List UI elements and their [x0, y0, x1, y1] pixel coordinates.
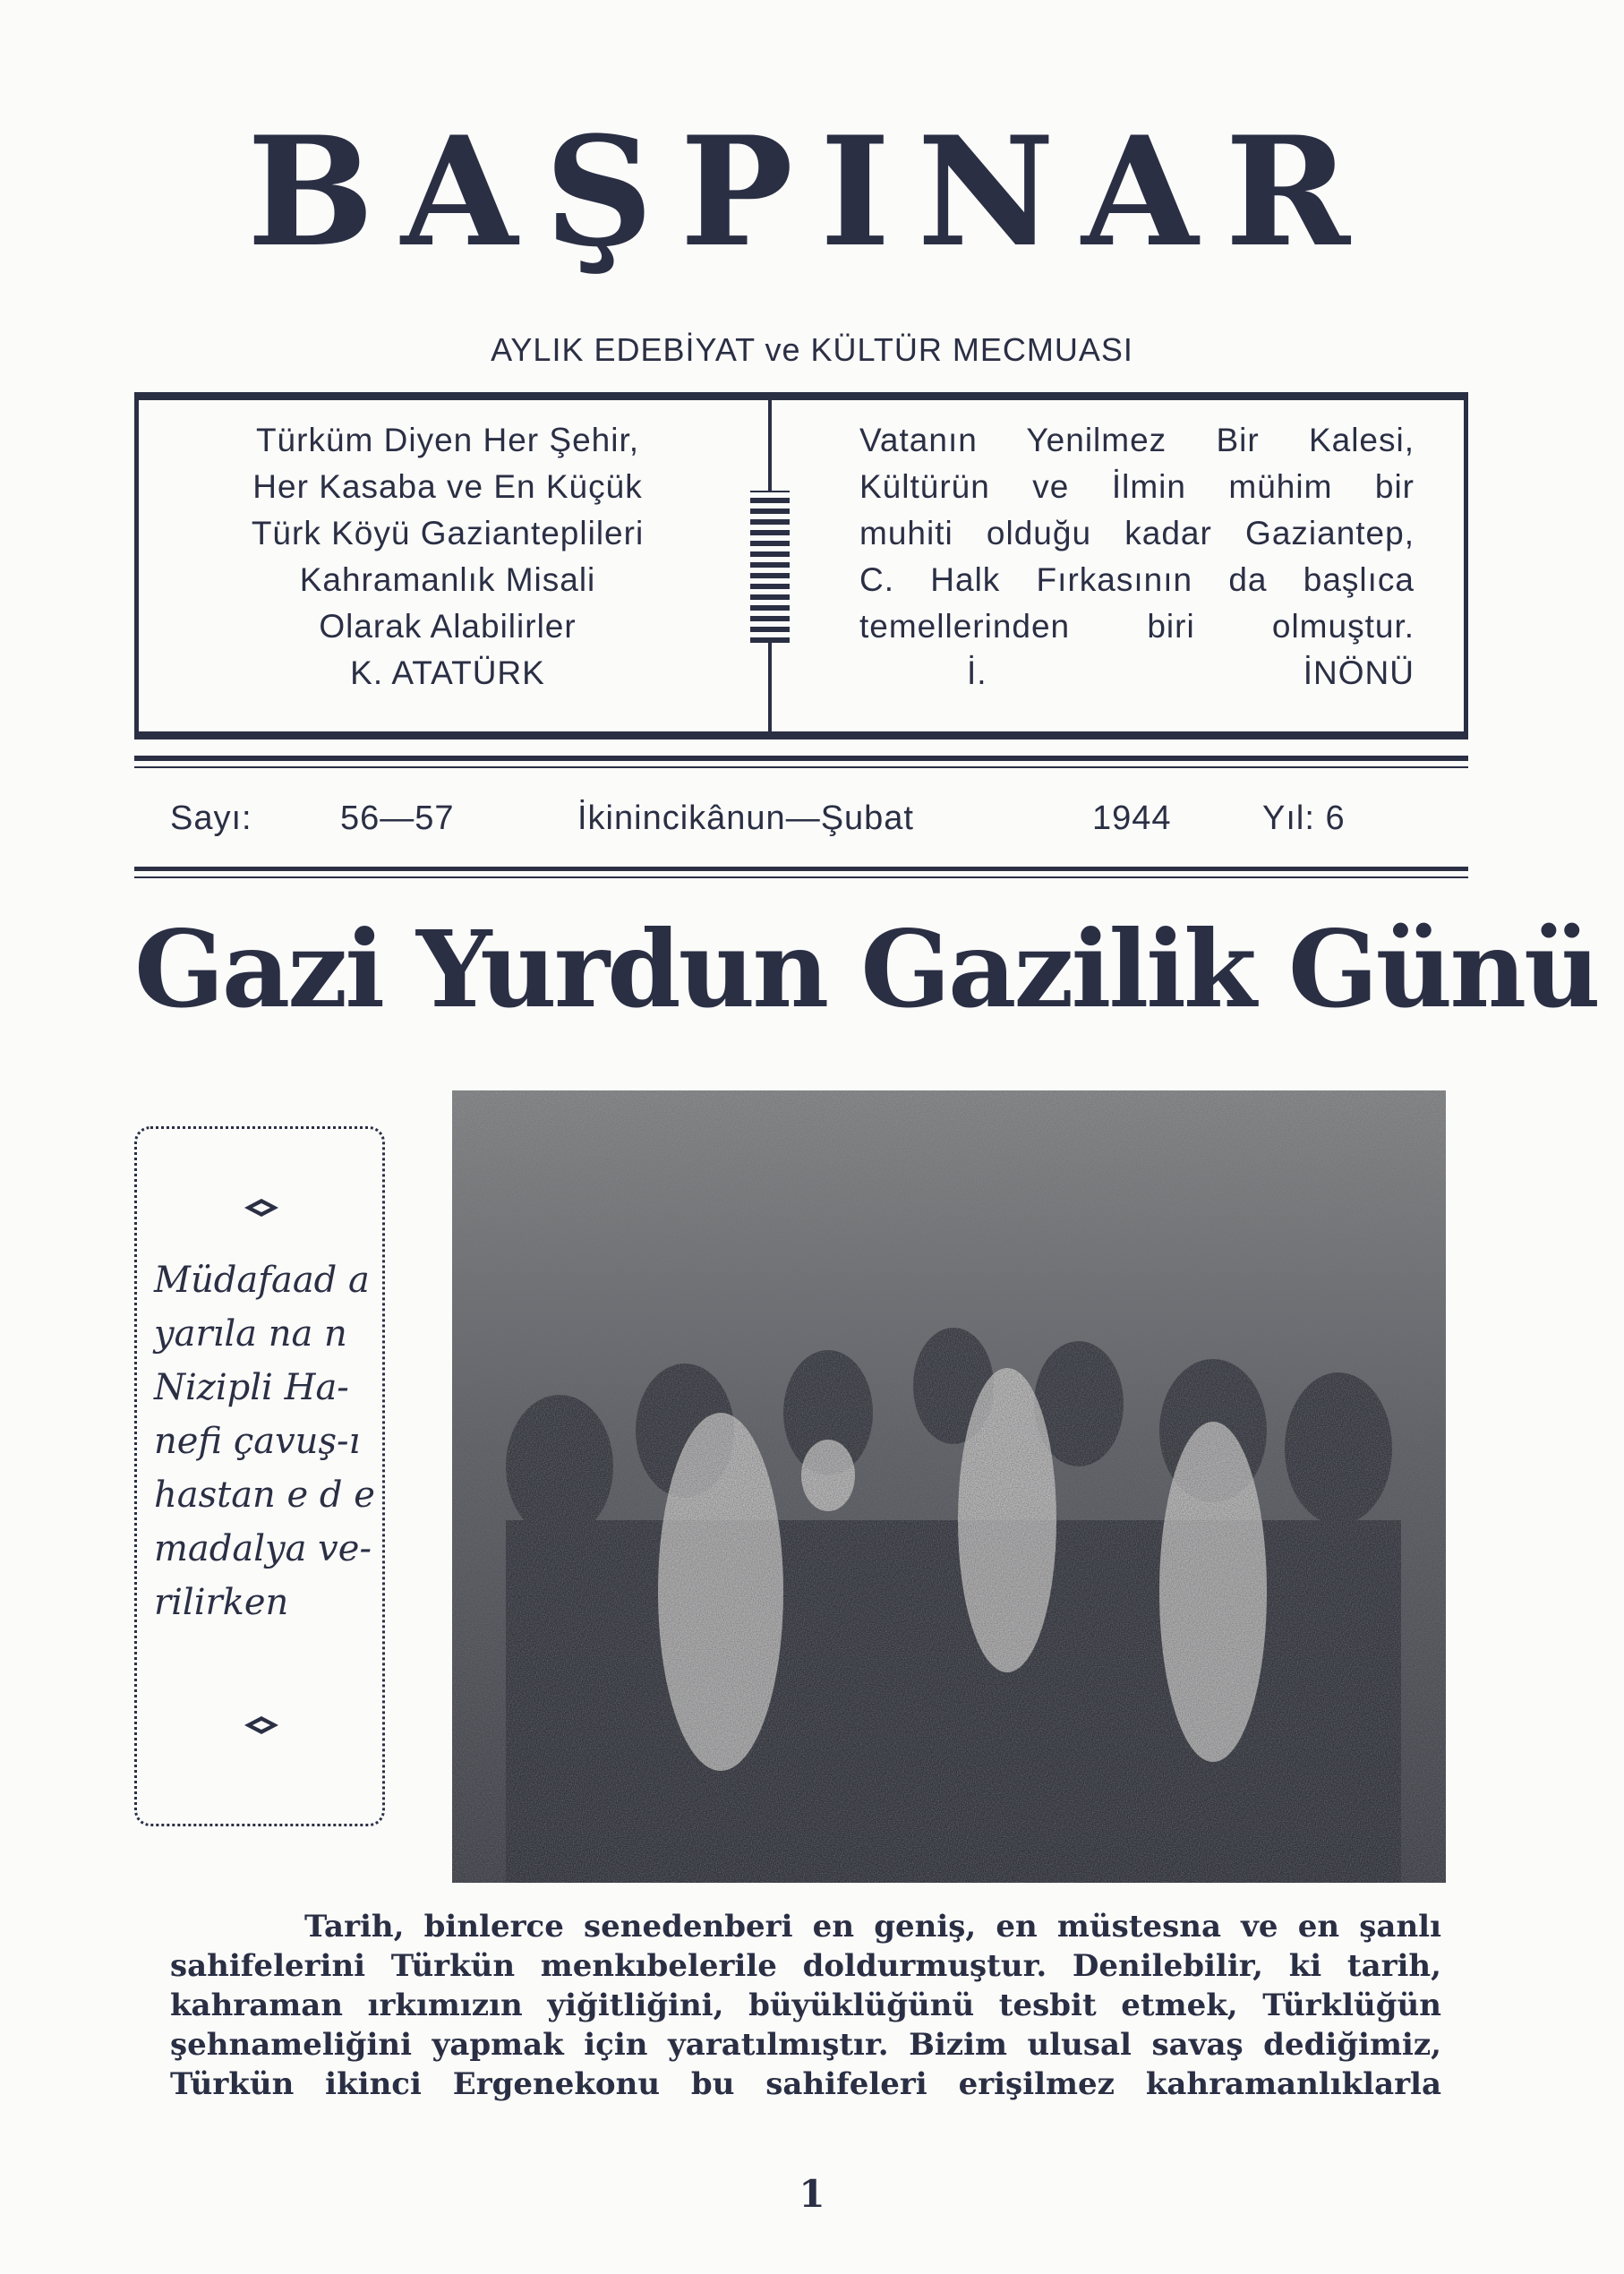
- issue-year: 1944: [1092, 799, 1172, 837]
- issue-rule: [134, 876, 1468, 878]
- quote-line: Kültürün ve İlmin mühim bir: [859, 468, 1415, 505]
- diamond-ornament-icon: [244, 1715, 279, 1735]
- article-headline: Gazi Yurdun Gazilik Günü: [134, 907, 1598, 1031]
- issue-label: Sayı:: [170, 799, 252, 837]
- caption-line: yarıla na n: [154, 1313, 347, 1355]
- issue-number: 56—57: [340, 799, 455, 837]
- quote-line: Türküm Diyen Her Şehir,: [255, 422, 640, 458]
- divider-ornament-icon: [750, 491, 790, 643]
- quote-author: K. ATATÜRK: [350, 654, 545, 691]
- caption-line: hastan e d e: [154, 1475, 375, 1516]
- caption-line: Müdafaad a: [154, 1260, 370, 1301]
- quote-line: temellerinden biri olmuştur.: [859, 608, 1415, 645]
- quote-line: Vatanın Yenilmez Bir Kalesi,: [859, 422, 1415, 458]
- quote-inonu: [859, 417, 1415, 697]
- issue-volume: Yıl: 6: [1262, 799, 1346, 837]
- diamond-ornament-icon: [244, 1198, 279, 1218]
- article-body: [170, 1907, 1441, 2104]
- quote-line: muhiti olduğu kadar Gaziantep,: [859, 515, 1415, 551]
- page-number: 1: [799, 2172, 825, 2216]
- caption-line: rilirken: [154, 1582, 289, 1623]
- body-line: Tarih, binlerce senedenberi en geniş, en müstesna ve en şanlı: [304, 1909, 1441, 1945]
- issue-rule: [134, 766, 1468, 768]
- quote-line: Her Kasaba ve En Küçük: [252, 468, 643, 505]
- caption-line: madalya ve-: [154, 1528, 372, 1569]
- masthead-subtitle: AYLIK EDEBİYAT ve KÜLTÜR MECMUASI: [491, 331, 1133, 368]
- photo-image: [452, 1090, 1446, 1883]
- issue-rule: [134, 756, 1468, 761]
- quote-line: Kahramanlık Misali: [299, 561, 596, 598]
- photo-caption: [154, 1253, 378, 1629]
- masthead-title: BAŞPINAR: [246, 103, 1378, 280]
- body-line: şehnameliğini yapmak için yaratılmıştır. Bizim ulusal savaş dediğimiz,: [170, 2027, 1441, 2063]
- body-line: kahraman ırkımızın yiğitliğini, büyüklüğünü tesbit etmek, Türklüğün: [170, 1988, 1441, 2023]
- quote-line: Türk Köyü Gazianteplileri: [251, 515, 645, 551]
- body-line: sahifelerini Türkün menkıbelerile doldurmuştur. Denilebilir, ki tarih,: [170, 1948, 1441, 1984]
- body-line: Türkün ikinci Ergenekonu bu sahifeleri erişilmez kahramanlıklarla: [170, 2066, 1441, 2102]
- caption-line: Nizipli Ha-: [154, 1367, 349, 1408]
- issue-rule: [134, 867, 1468, 871]
- caption-line: nefi çavuş-ı: [154, 1421, 361, 1462]
- quote-ataturk: [179, 417, 716, 697]
- issue-months: İkinincikânun—Şubat: [577, 799, 914, 837]
- quote-line: Olarak Alabilirler: [319, 608, 577, 645]
- issue-info: [170, 799, 1432, 844]
- quote-line: C. Halk Fırkasının da başlıca: [859, 561, 1415, 598]
- quote-author: İ. İNÖNÜ: [967, 654, 1415, 691]
- ceremony-photo: [452, 1090, 1446, 1883]
